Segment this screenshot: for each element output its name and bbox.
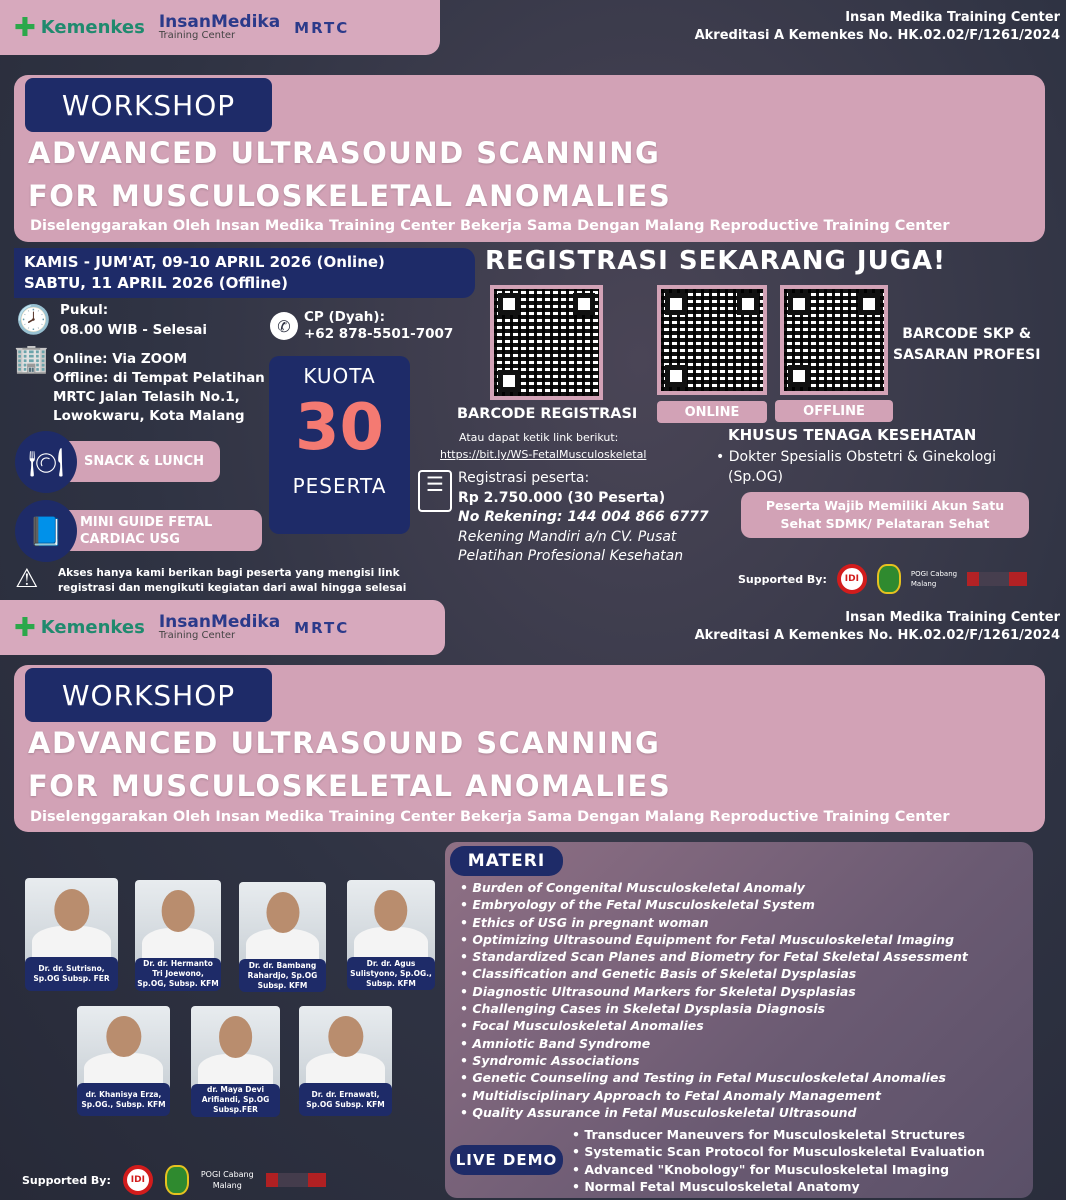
title-line-2b: FOR MUSCULOSKELETAL ANOMALIES [28, 769, 672, 803]
supporters-top [738, 564, 1027, 594]
sponsor-logo-2 [266, 1173, 326, 1187]
skp-label [893, 324, 1040, 366]
workshop-title [28, 132, 671, 218]
location-info [53, 350, 265, 426]
speaker-photo [77, 1006, 170, 1092]
live-demo-badge: LIVE DEMO [450, 1145, 563, 1175]
workshop-title-2 [28, 722, 671, 808]
insan-medika-sub-2: Training Center [158, 630, 236, 641]
benefit-snack: SNACK & LUNCH [60, 441, 220, 482]
phone-icon: ✆ [270, 312, 298, 340]
pogi-city-2: Malang [212, 1181, 242, 1190]
speaker-card [191, 1006, 280, 1117]
skp-line-2: SASARAN PROFESI [893, 347, 1041, 363]
accreditation-header [695, 9, 1060, 45]
cp-label: CP (Dyah): [304, 309, 385, 325]
materi-list [460, 879, 968, 1121]
header-accreditation: Akreditasi A Kemenkes No. HK.02.02/F/1261/2024 [694, 28, 1060, 43]
speaker-photo [135, 880, 221, 967]
notice-line-2: registrasi dan mengikuti kegiatan dari awal hingga selesai [58, 582, 407, 594]
food-tray-icon: 🍽 [15, 431, 77, 493]
mrtc-logo: MRTC [294, 18, 350, 37]
materi-item: • Diagnostic Ultrasound Markers for Skeletal Dysplasias [460, 983, 968, 1000]
kemenkes-logo: ✚ Kemenkes [14, 12, 145, 43]
materi-item: • Classification and Genetic Basis of Skeletal Dysplasias [460, 965, 968, 982]
pogi-label [911, 569, 957, 589]
skp-offline-qr-code[interactable] [780, 285, 888, 395]
accreditation-header-2 [695, 609, 1060, 645]
partner-logos-2 [0, 600, 445, 655]
target-audience: • Dokter Spesialis Obstetri & Ginekologi (Sp.OG) [716, 449, 997, 485]
materi-badge: MATERI [450, 846, 563, 876]
fee-amount: Rp 2.750.000 (30 Peserta) [458, 489, 666, 506]
offline-label: OFFLINE [775, 400, 893, 422]
speaker-name: dr. Khanisya Erza, Sp.OG., Subsp. KFM [77, 1083, 170, 1116]
quota-label: KUOTA [303, 364, 376, 388]
materi-item: • Multidisciplinary Approach to Fetal Anomaly Management [460, 1087, 968, 1104]
idi-logo-2: IDI [123, 1165, 153, 1195]
materi-item: • Burden of Congenital Musculoskeletal Anomaly [460, 879, 968, 896]
kemenkes-text: Kemenkes [40, 17, 145, 38]
speaker-name: dr. Maya Devi Arifiandi, Sp.OG Subsp.FER [191, 1084, 280, 1117]
insan-medika-text-2: InsanMedika [158, 612, 281, 632]
speaker-card [299, 1006, 392, 1116]
insan-medika-logo-2 [159, 614, 280, 641]
live-demo-item: • Transducer Maneuvers for Musculoskeletal Structures [572, 1126, 985, 1143]
sponsor-logo [967, 572, 1027, 586]
speaker-name: Dr. dr. Hermanto Tri Joewono, Sp.OG, Subsp. KFM [135, 958, 221, 991]
title-line-1b: ADVANCED ULTRASOUND SCANNING [28, 726, 661, 760]
target-heading: KHUSUS TENAGA KESEHATAN [728, 426, 977, 444]
bank-account: No Rekening: 144 004 866 6777 [458, 509, 709, 525]
account-requirement: Peserta Wajib Memiliki Akun Satu Sehat SDMK/ Pelataran Sehat [741, 492, 1029, 538]
date-online: KAMIS - JUM'AT, 09-10 APRIL 2026 (Online) [24, 253, 385, 271]
kemenkes-logo-2: ✚ Kemenkes [14, 612, 145, 643]
materi-item: • Genetic Counseling and Testing in Fetal Musculoskeletal Anomalies [460, 1069, 968, 1086]
insan-medika-logo [159, 14, 280, 41]
workshop-badge-2: WORKSHOP [25, 668, 272, 722]
registration-heading: REGISTRASI SEKARANG JUGA! [485, 246, 947, 276]
bank-holder: Pelatihan Profesional Kesehatan [458, 548, 684, 564]
fee-label: Registrasi peserta: [458, 470, 590, 486]
speaker-name: Dr. dr. Bambang Rahardjo, Sp.OG Subsp. KFM [239, 959, 326, 992]
registration-link[interactable]: https://bit.ly/WS-FetalMusculoskeletal [440, 448, 647, 461]
barcode-registration-label: BARCODE REGISTRASI [457, 406, 638, 422]
header-accreditation-2: Akreditasi A Kemenkes No. HK.02.02/F/1261/2024 [694, 628, 1060, 643]
pogi-label-2 [201, 1169, 254, 1191]
pogi-city: Malang [910, 580, 937, 588]
contact-person [304, 309, 453, 343]
location-building-icon: 🏢 [14, 342, 49, 375]
benefit-mini-guide: MINI GUIDE FETAL CARDIAC USG [60, 510, 262, 551]
target-item: Dokter Spesialis Obstetri & Ginekologi (Sp.OG) [728, 449, 997, 485]
quota-value: 30 [294, 391, 385, 465]
speaker-card [77, 1006, 170, 1116]
live-demo-list [572, 1126, 985, 1195]
organizer-subtitle-2: Diselenggarakan Oleh Insan Medika Training Center Bekerja Sama Dengan Malang Reproductive Training Center [30, 809, 950, 825]
pogi-name-2: POGI Cabang [200, 1170, 254, 1179]
title-line-1: ADVANCED ULTRASOUND SCANNING [28, 136, 661, 170]
registration-qr-code[interactable] [490, 285, 603, 400]
idi-logo: IDI [837, 564, 867, 594]
header-org: Insan Medika Training Center [845, 10, 1060, 25]
warning-icon: ⚠ [15, 564, 39, 594]
header-org-2: Insan Medika Training Center [845, 610, 1060, 625]
speaker-photo [347, 880, 435, 966]
materi-item: • Syndromic Associations [460, 1052, 968, 1069]
skp-line-1: BARCODE SKP & [902, 326, 1032, 342]
speaker-card [347, 880, 435, 990]
insan-medika-text: InsanMedika [158, 12, 281, 32]
supporters-bottom [22, 1165, 326, 1195]
location-address-1: MRTC Jalan Telasih No.1, [53, 389, 240, 405]
materi-item: • Optimizing Ultrasound Equipment for Fetal Musculoskeletal Imaging [460, 931, 968, 948]
access-notice [58, 566, 406, 596]
speaker-card [135, 880, 221, 991]
notice-line-1: Akses hanya kami berikan bagi peserta yang mengisi link [58, 567, 400, 579]
speaker-photo [191, 1006, 280, 1093]
bank-name: Rekening Mandiri a/n CV. Pusat [458, 528, 677, 545]
cp-phone[interactable]: +62 878-5501-7007 [304, 326, 454, 342]
clipboard-form-icon: ☰ [418, 470, 452, 512]
location-offline: Offline: di Tempat Pelatihan [53, 370, 265, 386]
title-line-2: FOR MUSCULOSKELETAL ANOMALIES [28, 179, 672, 213]
time-label: Pukul: [60, 302, 109, 318]
quota-box [269, 356, 410, 534]
pogi-logo-2 [165, 1165, 189, 1195]
materi-item: • Challenging Cases in Skeletal Dysplasia Diagnosis [460, 1000, 968, 1017]
materi-item: • Embryology of the Fetal Musculoskeletal System [460, 896, 968, 913]
online-label: ONLINE [657, 401, 767, 423]
speaker-name: Dr. dr. Agus Sulistyono, Sp.OG., Subsp. KFM [347, 957, 435, 990]
book-icon: 📘 [15, 500, 77, 562]
materi-item: • Focal Musculoskeletal Anomalies [460, 1017, 968, 1034]
live-demo-item: • Systematic Scan Protocol for Musculoskeletal Evaluation [572, 1143, 985, 1160]
speaker-name: Dr. dr. Sutrisno, Sp.OG Subsp. FER [25, 957, 118, 991]
fee-info [458, 469, 709, 567]
mrtc-logo-2: MRTC [294, 618, 350, 637]
speaker-photo [299, 1006, 392, 1092]
live-demo-item: • Normal Fetal Musculoskeletal Anatomy [572, 1178, 985, 1195]
link-hint: Atau dapat ketik link berikut: [459, 431, 619, 444]
speaker-name: Dr. dr. Ernawati, Sp.OG Subsp. KFM [299, 1083, 392, 1116]
speaker-card [239, 882, 326, 992]
kemenkes-text-2: Kemenkes [40, 617, 145, 638]
live-demo-item: • Advanced "Knobology" for Musculoskeletal Imaging [572, 1161, 985, 1178]
speaker-card [25, 878, 118, 991]
workshop-badge: WORKSHOP [25, 78, 272, 132]
materi-item: • Quality Assurance in Fetal Musculoskeletal Ultrasound [460, 1104, 968, 1121]
time-info [60, 300, 207, 340]
skp-online-qr-code[interactable] [657, 285, 767, 395]
date-offline: SABTU, 11 APRIL 2026 (Offline) [24, 274, 288, 292]
pogi-name: POGI Cabang [910, 570, 958, 578]
clock-icon: 🕗 [16, 303, 51, 336]
supported-by-label: Supported By: [738, 572, 827, 586]
pogi-logo [877, 564, 901, 594]
materi-item: • Standardized Scan Planes and Biometry for Fetal Skeletal Assessment [460, 948, 968, 965]
insan-medika-sub: Training Center [158, 30, 236, 41]
speaker-photo [25, 878, 118, 966]
partner-logos [0, 0, 440, 55]
location-online: Online: Via ZOOM [53, 351, 188, 367]
time-value: 08.00 WIB - Selesai [60, 322, 208, 338]
organizer-subtitle: Diselenggarakan Oleh Insan Medika Training Center Bekerja Sama Dengan Malang Reproductive Training Center [30, 218, 950, 234]
speaker-photo [239, 882, 326, 968]
materi-item: • Amniotic Band Syndrome [460, 1035, 968, 1052]
supported-by-label-2: Supported By: [22, 1173, 111, 1187]
date-banner [14, 248, 475, 298]
materi-item: • Ethics of USG in pregnant woman [460, 914, 968, 931]
location-address-2: Lowokwaru, Kota Malang [53, 408, 245, 424]
quota-unit: PESERTA [292, 474, 387, 498]
